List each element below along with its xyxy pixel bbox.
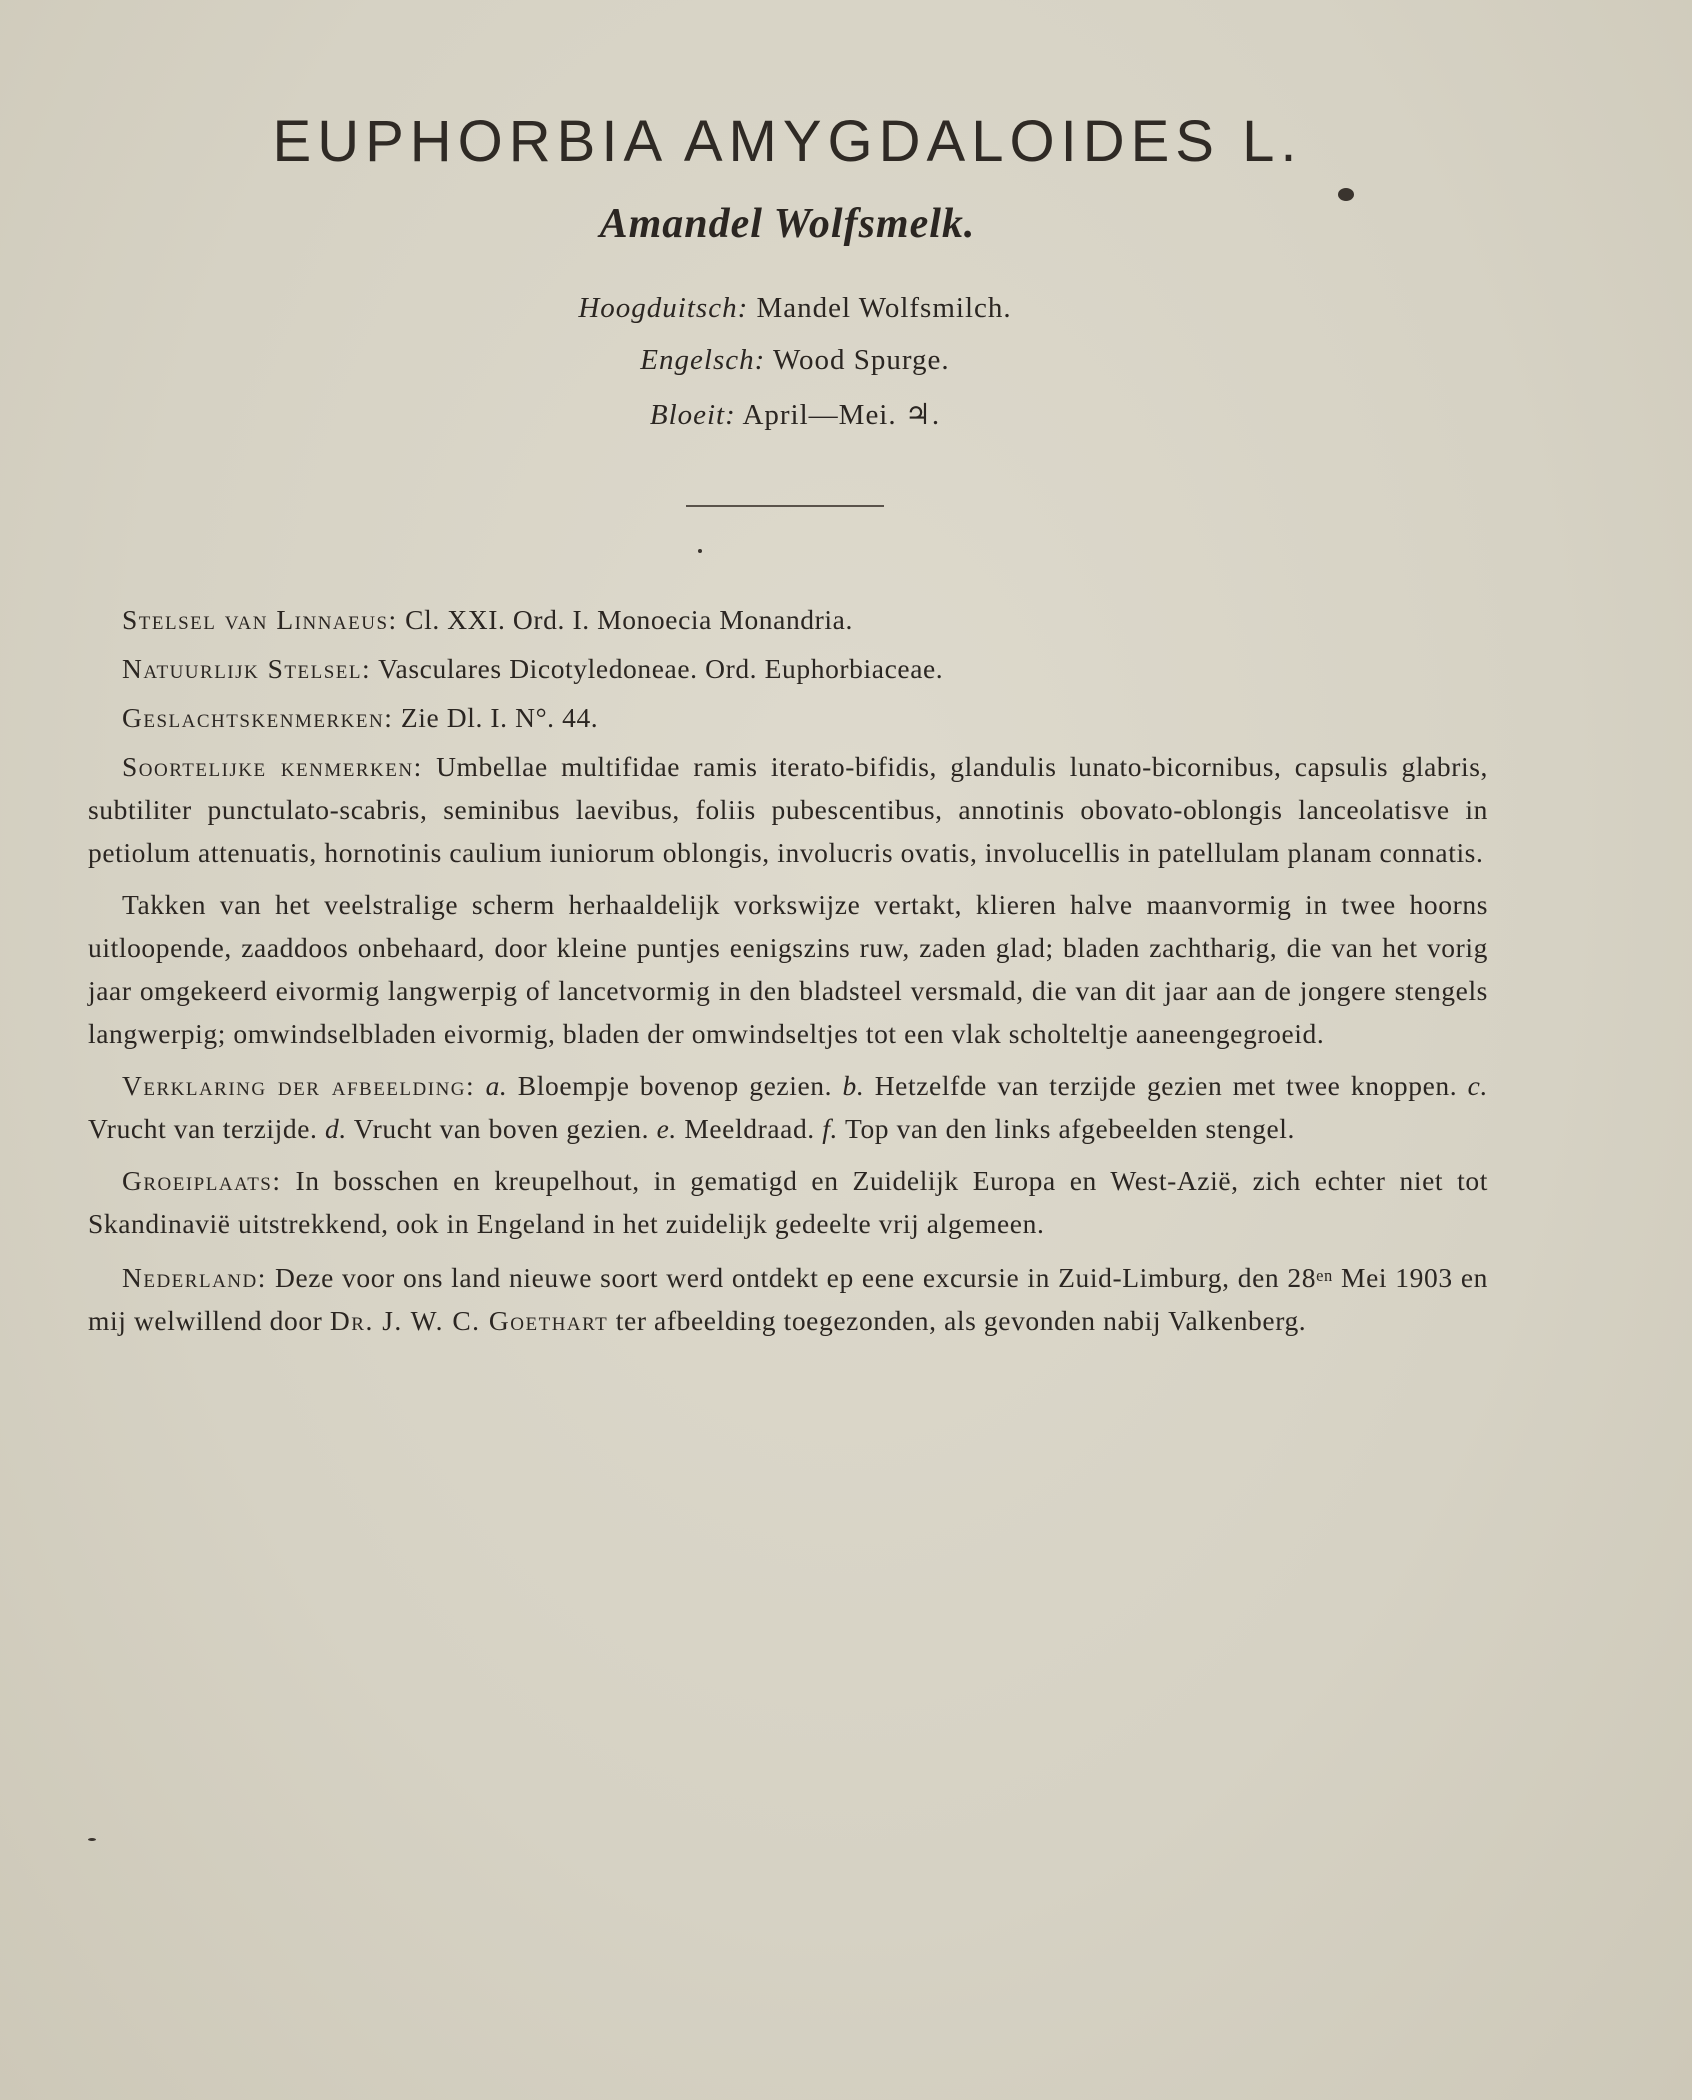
legend-key: a. xyxy=(485,1070,508,1101)
figure-legend-paragraph xyxy=(88,1064,1488,1150)
section-label: Geslachtskenmerken: xyxy=(122,702,394,733)
section-label: Stelsel van Linnaeus: xyxy=(122,604,398,635)
ink-speck xyxy=(88,1838,96,1841)
ink-speck xyxy=(698,549,702,553)
section-label: Nederland: xyxy=(122,1262,267,1293)
page-title: EUPHORBIA AMYGDALOIDES L. xyxy=(272,109,1303,174)
section-text: ter afbeelding toegezonden, als gevonden nabij Valkenberg. xyxy=(615,1305,1307,1336)
german-label: Hoogduitsch: xyxy=(578,292,749,324)
section-text: Mei 1903 en mij welwillend door xyxy=(88,1262,1488,1336)
section-text: In bosschen en kreupelhout, in gematigd en Zuidelijk Europa en West-Azië, zich echter niet tot Skandinavië uitstrekkend, ook in Engeland in het zuidelijk gedeelte vrij algemeen. xyxy=(88,1165,1488,1239)
bloom-value: April—Mei. ♃. xyxy=(742,399,941,431)
section-label: Soortelijke kenmerken: xyxy=(122,751,423,782)
natural-system-paragraph xyxy=(88,647,1488,690)
description-paragraph: Takken van het veelstralige scherm herhaaldelijk vorkswijze vertakt, klieren halve maanvormig in twee hoorns uitloopende, zaaddoos onbehaard, door kleine puntjes eenigszins ruw, zaden glad; bladen zachtharig, die van het vorig jaar omgekeerd eivormig langwerpig of lancetvormig in den bladsteel versmald, die van dit jaar aan de jongere stengels langwerpig; omwindselbladen eivormig, bladen der omwindseltjes tot een vlak scholteltje aaneengegroeid. xyxy=(88,889,1488,1049)
body-text xyxy=(88,598,1488,1351)
legend-key: f. xyxy=(822,1113,838,1144)
section-text: Umbellae multifidae ramis iterato-bifidis, glandulis lunato-bicornibus, capsulis glabris, subtiliter punctulato-scabris, seminibus laevibus, foliis pubescentibus, annotinis obovato-oblongis lanceolatisve in petiolum attenuatis, hornotinis caulium iuniorum oblongis, involucris ovatis, involucellis in patellulam planam connatis. xyxy=(88,751,1489,868)
legend-text: Bloempje bovenop gezien. xyxy=(517,1070,833,1101)
divider-rule xyxy=(686,505,884,507)
species-paragraph xyxy=(88,745,1488,874)
linnaeus-paragraph xyxy=(88,598,1488,641)
legend-text: Vrucht van boven gezien. xyxy=(353,1113,650,1144)
bloom-label: Bloeit: xyxy=(649,399,736,431)
section-label: Verklaring der afbeelding: xyxy=(122,1070,476,1101)
english-label: Engelsch: xyxy=(640,344,766,376)
ordinal-suffix: en xyxy=(1316,1266,1333,1285)
legend-key: c. xyxy=(1467,1070,1488,1101)
section-text: Vasculares Dicotyledoneae. Ord. Euphorbiaceae. xyxy=(378,653,944,684)
section-label: Natuurlijk Stelsel: xyxy=(122,653,372,684)
dutch-name: Amandel Wolfsmelk. xyxy=(599,201,976,247)
person-name: Dr. J. W. C. Goethart xyxy=(329,1305,609,1336)
legend-text: Meeldraad. xyxy=(684,1113,815,1144)
english-name-line xyxy=(0,344,1590,377)
german-name-line xyxy=(0,292,1590,325)
bloom-line xyxy=(0,397,1590,432)
section-text: Zie Dl. I. N°. 44. xyxy=(400,702,599,733)
section-text: Cl. XXI. Ord. I. Monoecia Monandria. xyxy=(405,604,853,635)
ink-speck xyxy=(1338,188,1354,201)
legend-text: Top van den links afgebeelden stengel. xyxy=(844,1113,1296,1144)
section-label: Groeiplaats: xyxy=(122,1165,282,1196)
netherlands-paragraph xyxy=(88,1254,1488,1342)
habitat-paragraph xyxy=(88,1159,1488,1245)
section-text: Deze voor ons land nieuwe soort werd ontdekt ep eene excursie in Zuid-Limburg, den 28 xyxy=(275,1262,1317,1293)
english-value: Wood Spurge. xyxy=(773,344,950,376)
legend-key: e. xyxy=(656,1113,677,1144)
genus-paragraph xyxy=(88,696,1488,739)
legend-text: Hetzelfde van terzijde gezien met twee knoppen. xyxy=(874,1070,1458,1101)
legend-key: b. xyxy=(842,1070,865,1101)
german-value: Mandel Wolfsmilch. xyxy=(756,292,1012,324)
legend-text: Vrucht van terzijde. xyxy=(88,1113,318,1144)
legend-key: d. xyxy=(324,1113,347,1144)
